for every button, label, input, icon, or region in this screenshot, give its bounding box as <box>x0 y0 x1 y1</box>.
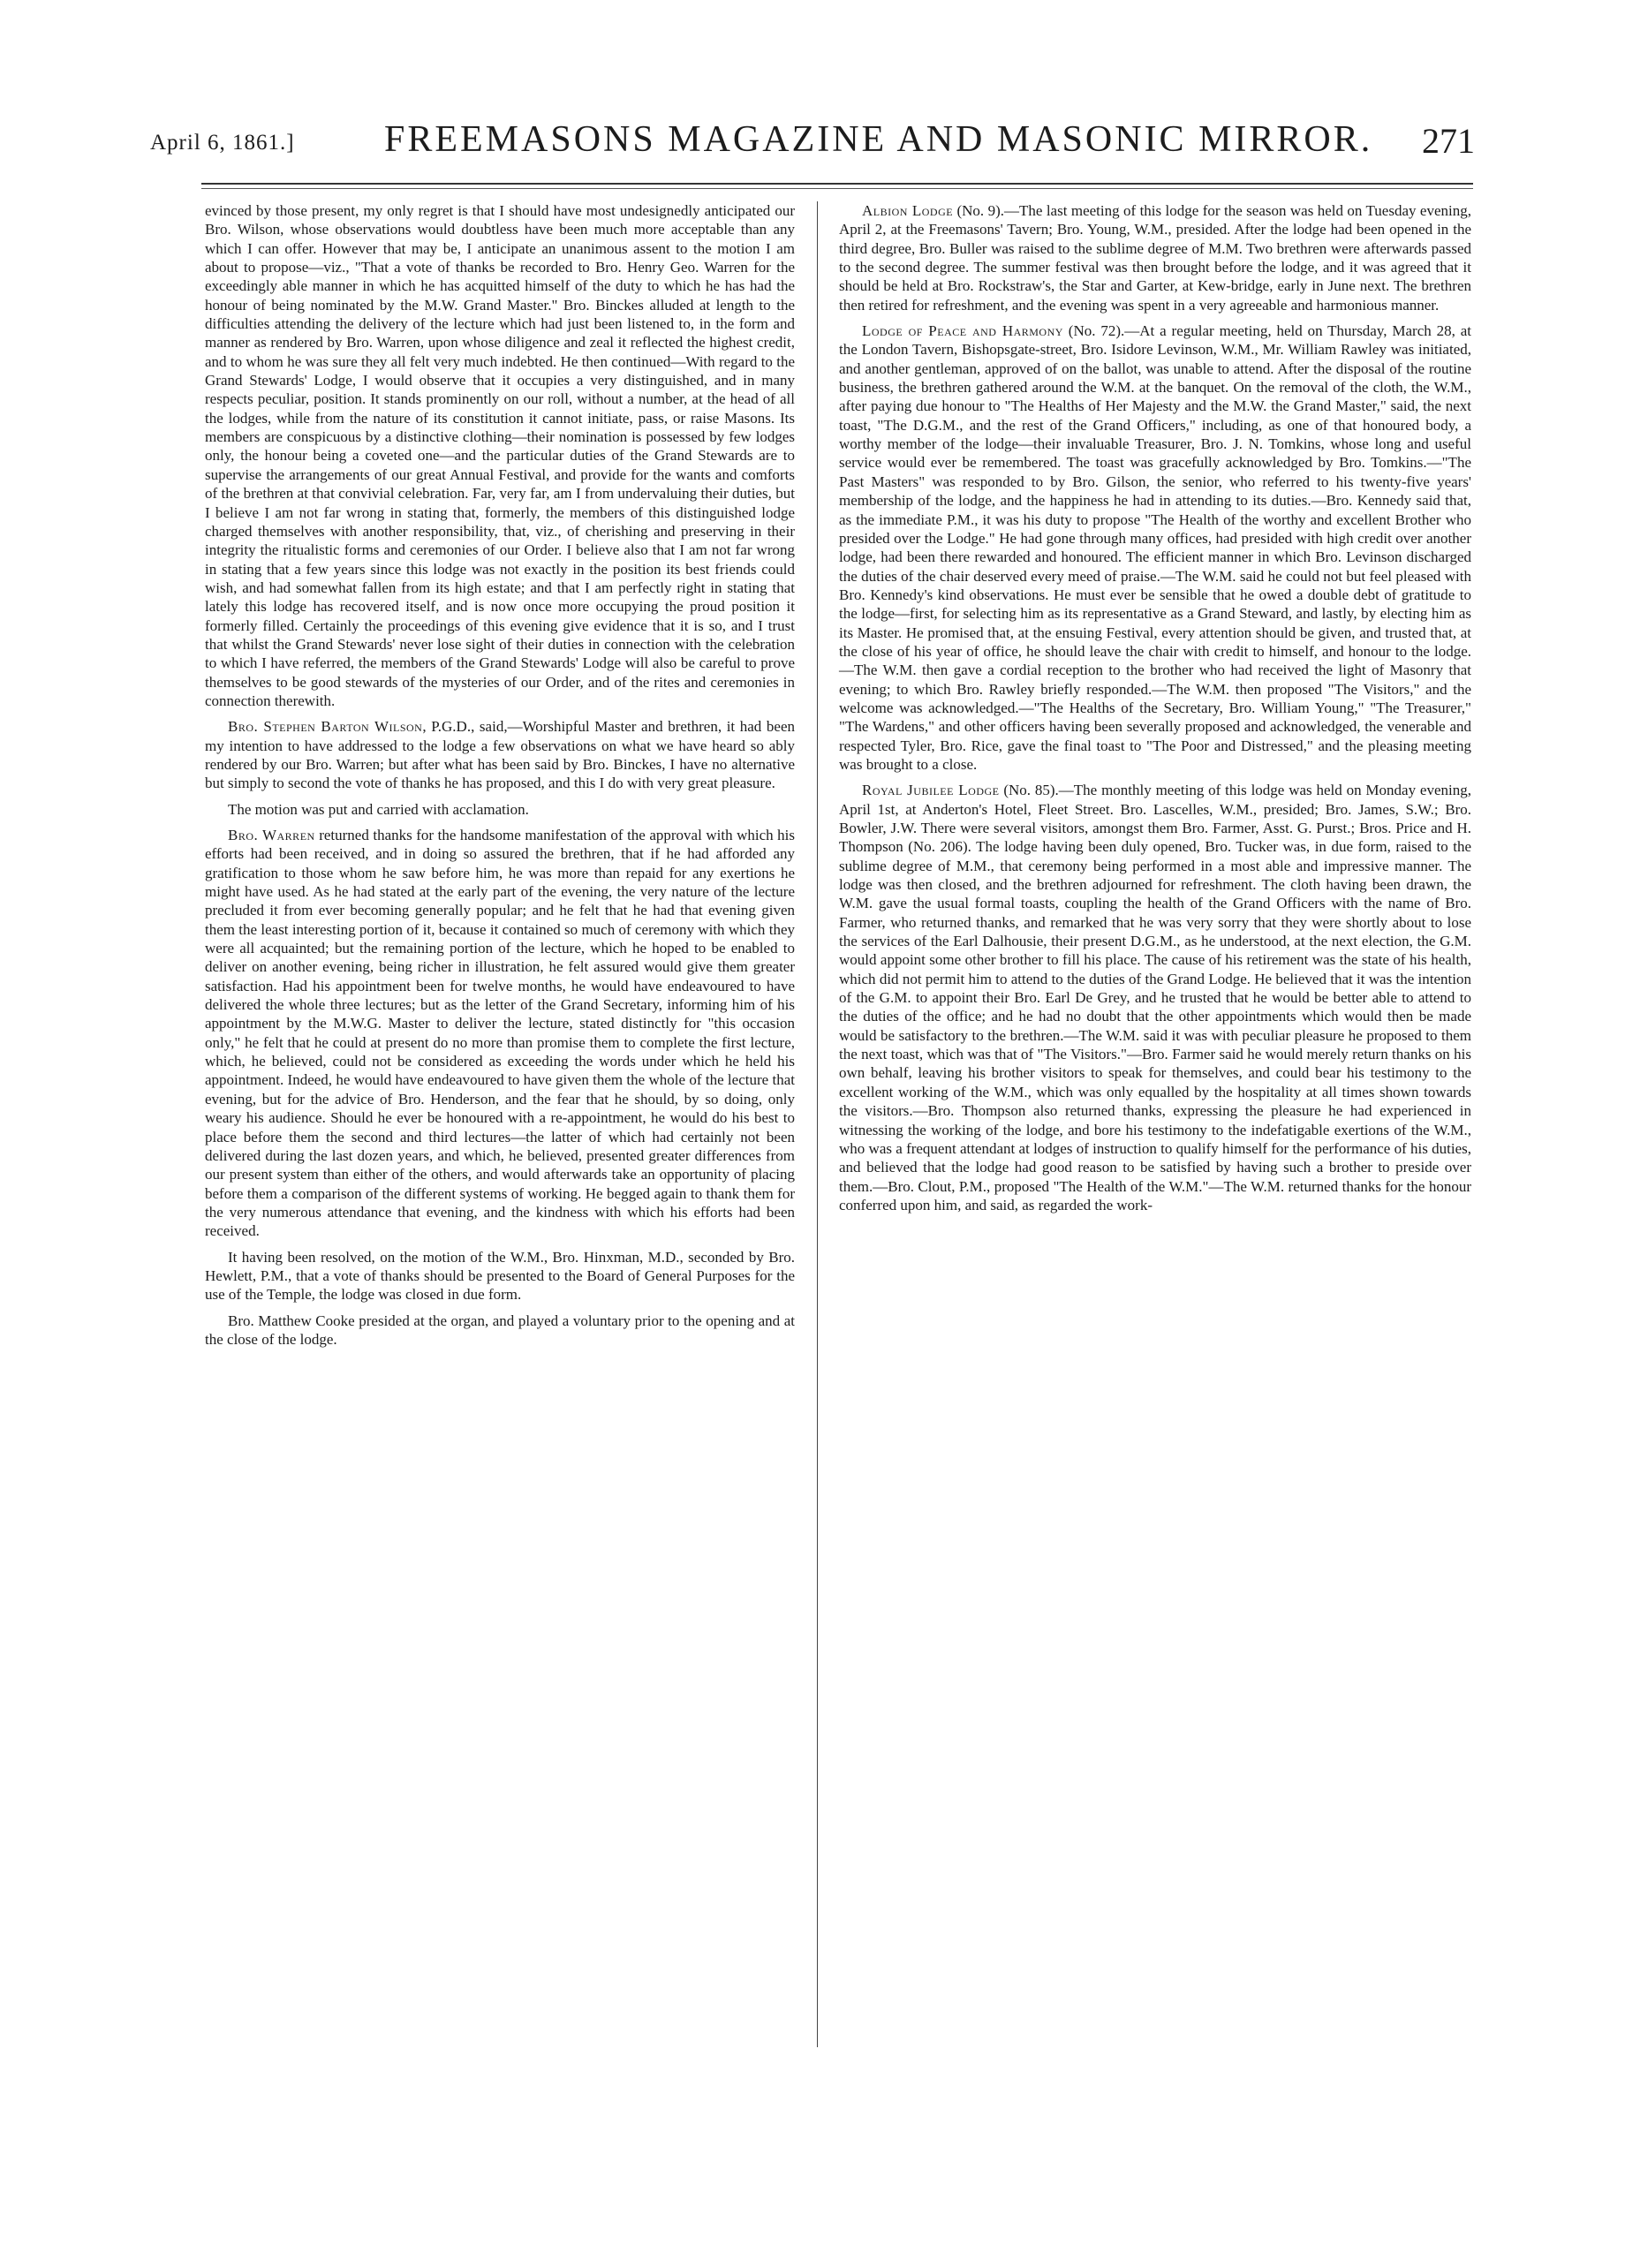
speech-binckes-paragraph: evinced by those present, my only regret is that I should have most undesignedly anticipated our Bro. Wilson, whose observations would doubtless have been much more acceptable than any which I can offer. However that may be, I anticipate an unanimous assent to the motion I am about to propose—viz., "That a vote of thanks be recorded to Bro. Henry Geo. Warren for the exceedingly able manner in which he has acquitted himself of the duty to which he has had the honour of being nominated by the M.W. Grand Master." Bro. Binckes alluded at length to the difficulties attending the delivery of the lecture which had just been listened to, in the form and manner as rendered by Bro. Warren, upon whose diligence and zeal it reflected the highest credit, and to whom he was sure they all felt very much indebted. He then continued—With regard to the Grand Stewards' Lodge, I would observe that it occupies a very distinguished, and in many respects peculiar, position. It stands prominently on our roll, without a number, at the head of all the lodges, while from the nature of its constitution it cannot initiate, pass, or raise Masons. Its members are conspicuous by a distinctive clothing—their nomination is possessed by few lodges only, the honour being a coveted one—and the particular duties of the Grand Stewards are to supervise the arrangements of our great Annual Festival, and provide for the wants and comforts of the brethren at that convivial celebration. Far, very far, am I from undervaluing their duties, but I believe I am not far wrong in stating that, formerly, the members of this distinguished lodge charged themselves with another responsibility, that, viz., of cherishing and preserving in their integrity the ritualistic forms and ceremonies of our Order. I believe also that I am not far wrong in stating that a few years since this lodge was not exactly in the position its best friends could wish, and had somewhat fallen from its high estate; and that I am perfectly right in stating that lately this lodge has recovered itself, and is now once more occupying the proud position it formerly filled. Certainly the proceedings of this evening give evidence that it is so, and I trust that whilst the Grand Stewards' never lose sight of their duties in connection with the celebration to which I have referred, the members of the Grand Stewards' Lodge will also be careful to prove themselves to be good stewards of the mysteries of our Order, and of the rites and ceremonies in connection therewith. <box>205 202 795 709</box>
header-rule-top <box>201 183 1473 185</box>
lodge-name: Albion Lodge <box>862 202 954 219</box>
magazine-title: FREEMASONS MAGAZINE AND MASONIC MIRROR. <box>384 119 1373 160</box>
column-divider <box>817 201 818 2047</box>
report-text: (No. 85).—The monthly meeting of this lodge was held on Monday evening, April 1st, at Anderton's Hotel, Fleet Street. Bro. Lascelles, W.M., presided; Bro. James, S.W.; Bro. Bowler, J.W. There were several visitors, amongst them Bro. Farmer, Asst. G. Purst.; Bros. Price and H. Thompson (No. 206). The lodge having been duly opened, Bro. Tucker was, in due form, raised to the sublime degree of M.M., that ceremony being performed in a most able and impressive manner. The lodge was then closed, and the brethren adjourned for refreshment. The cloth having been drawn, the W.M. gave the usual formal toasts, coupling the health of the Grand Officers with the name of Bro. Farmer, who returned thanks, and remarked that he was very sorry that they were shortly about to lose the services of the Earl Dalhousie, their present D.G.M., as he understood, at the next election, the G.M. would appoint some other brother to fill his place. The cause of his retirement was the state of his health, which did not permit him to attend to the duties of the Grand Lodge. He believed that it was the intention of the G.M. to appoint their Bro. Earl De Grey, and he trusted that he would be better able to attend to the duties of the office; and he had no doubt that the other appointments which would then be made would be satisfactory to the brethren.—The W.M. said it was with peculiar pleasure he proposed to them the next toast, which was that of "The Visitors."—Bro. Farmer said he would merely return thanks on his own behalf, leaving his brother visitors to speak for themselves, and could bear his testimony to the excellent working of the W.M., which was only equalled by the hospitality at all times shown towards the visitors.—Bro. Thompson also returned thanks, expressing the pleasure he had experienced in witnessing the working of the lodge, and bore his testimony to the indefatigable exertions of the W.M., who was a frequent attendant at lodges of instruction to qualify himself for the performance of his duties, and believed that the lodge had good reason to be satisfied by having such a brother to preside over them.—Bro. Clout, P.M., proposed "The Health of the W.M."—The W.M. returned thanks for the honour conferred upon him, and said, as regarded the work- <box>839 782 1471 1213</box>
paragraph-text: returned thanks for the handsome manifestation of the approval with which his efforts had been received, and in doing so assured the brethren, that if he had afforded any gratification to those whom he saw before him, he was more than repaid for any exertions he might have used. As he had stated at the early part of the evening, the very nature of the lecture precluded it from ever becoming generally popular; and he felt that he had that evening given them the least interesting portion of it, because it contained so much of ceremony with which they were all acquainted; but the remaining portion of the lecture, which he hoped to be enabled to deliver on another evening, being richer in illustration, he felt assured would give them greater satisfaction. Had his appointment been for twelve months, he would have endeavoured to have delivered the whole three lectures; but as the letter of the Grand Secretary, informing him of his appointment by the M.W.G. Master to deliver the lecture, stated distinctly for "this occasion only," he felt that he could at present do no more than promise them to complete the first lecture, which, he believed, could not be considered as exceeding the words under which he held his appointment. Indeed, he would have endeavoured to have given them the whole of the lecture that evening, but for the advice of Bro. Henderson, and the fear that he should, by so doing, only weary his audience. Should he ever be honoured with a re-appointment, he would do his best to place before them the second and third lectures—the latter of which had certainly not been delivered during the last dozen years, and which, he believed, presented greater differences from our present system than either of the others, and would afterwards take an opportunity of placing before them a comparison of the different systems of working. He begged again to thank them for the very numerous attendance that evening, and the kindness with which his efforts had been received. <box>205 827 795 1240</box>
albion-lodge-report <box>839 201 1471 314</box>
report-text: (No. 72).—At a regular meeting, held on Thursday, March 28, at the London Tavern, Bishopsgate-street, Bro. Isidore Levinson, W.M., Mr. William Rawley was initiated, and another gentleman, approved of on the ballot, was unable to attend. After the disposal of the routine business, the brethren gathered around the W.M. at the banquet. On the removal of the cloth, the W.M., after paying due honour to "The Healths of Her Majesty and the M.W. the Grand Master," said, the next toast, "The D.G.M., and the rest of the Grand Officers," including, as one of that honoured body, a worthy member of the lodge—their invaluable Treasurer, Bro. J. N. Tomkins, whose long and useful service would ever be remembered. The toast was gracefully acknowledged by Bro. Tomkins.—"The Past Masters" was responded to by Bro. Gilson, the senior, who referred to his twenty-five years' membership of the lodge, and the happiness he had in attending to its duties.—Bro. Kennedy said that, as the immediate P.M., it was his duty to propose "The Health of the worthy and excellent Brother who presided over the Lodge." He had gone through many offices, had presided with high credit over another lodge, had been there rewarded and honoured. The efficient manner in which Bro. Levinson discharged the duties of the chair deserved every meed of praise.—The W.M. said he could not but feel pleased with Bro. Kennedy's kind observations. He must ever be sensible that he owed a double debt of gratitude to the lodge—first, for selecting him as its representative as a Grand Steward, and lastly, by electing him as its Master. He promised that, at the ensuing Festival, every attention should be given, and trusted that, at the close of his year of office, he should leave the chair with credit to himself, and honour to the lodge.—The W.M. then gave a cordial reception to the brother who had received the light of Masonry that evening; to which Bro. Rawley briefly responded.—The W.M. then proposed "The Visitors," and the welcome was acknowledged.—"The Healths of the Secretary, Bro. William Young," "The Treasurer," "The Wardens," and other officers having been severally proposed and acknowledged, the venerable and respected Tyler, Bro. Rice, gave the final toast to "The Poor and Distressed," and the pleasing meeting was brought to a close. <box>839 322 1471 773</box>
speaker-name: Bro. Warren <box>228 827 315 843</box>
page-number: 271 <box>1422 121 1475 161</box>
page-header <box>150 115 1475 177</box>
royal-jubilee-lodge-report <box>839 781 1471 1214</box>
wilson-paragraph <box>205 717 795 792</box>
right-column <box>839 201 1471 1221</box>
left-column <box>205 201 795 1356</box>
header-rule-bottom <box>201 188 1473 189</box>
lodge-name: Royal Jubilee Lodge <box>862 782 1000 799</box>
lodge-name: Lodge of Peace and Harmony <box>862 322 1063 340</box>
organ-paragraph: Bro. Matthew Cooke presided at the organ, and played a voluntary prior to the opening and at the close of the lodge. <box>205 1312 795 1348</box>
paragraph-text: , P.G.D., said,—Worshipful Master and brethren, it had been my intention to have addressed to the lodge a few observations on what we have heard so ably rendered by our Bro. Warren; but after what has been said by Bro. Binckes, I have no alternative but simply to second the vote of thanks he has proposed, and this I do with very great pleasure. <box>205 718 795 792</box>
warren-paragraph <box>205 826 795 1241</box>
report-text: (No. 9).—The last meeting of this lodge for the season was held on Tuesday evening, April 2, at the Freemasons' Tavern; Bro. Young, W.M., presided. After the lodge had been opened in the third degree, Bro. Buller was raised to the sublime degree of M.M. Two brethren were afterwards passed to the second degree. The summer festival was then brought before the lodge, and it was agreed that it should be held at Bro. Rockstraw's, the Star and Garter, at Kew-bridge, early in June next. The brethren then retired for refreshment, and the evening was spent in a very agreeable and harmonious manner. <box>839 202 1471 314</box>
motion-paragraph: The motion was put and carried with acclamation. <box>228 800 529 818</box>
peace-harmony-lodge-report <box>839 321 1471 774</box>
speaker-name: Bro. Stephen Barton Wilson <box>228 718 423 736</box>
issue-date: April 6, 1861.] <box>150 131 295 155</box>
resolution-paragraph: It having been resolved, on the motion of the W.M., Bro. Hinxman, M.D., seconded by Bro. Hewlett, P.M., that a vote of thanks should be presented to the Board of General Purposes for the use of the Temple, the lodge was closed in due form. <box>205 1248 795 1304</box>
